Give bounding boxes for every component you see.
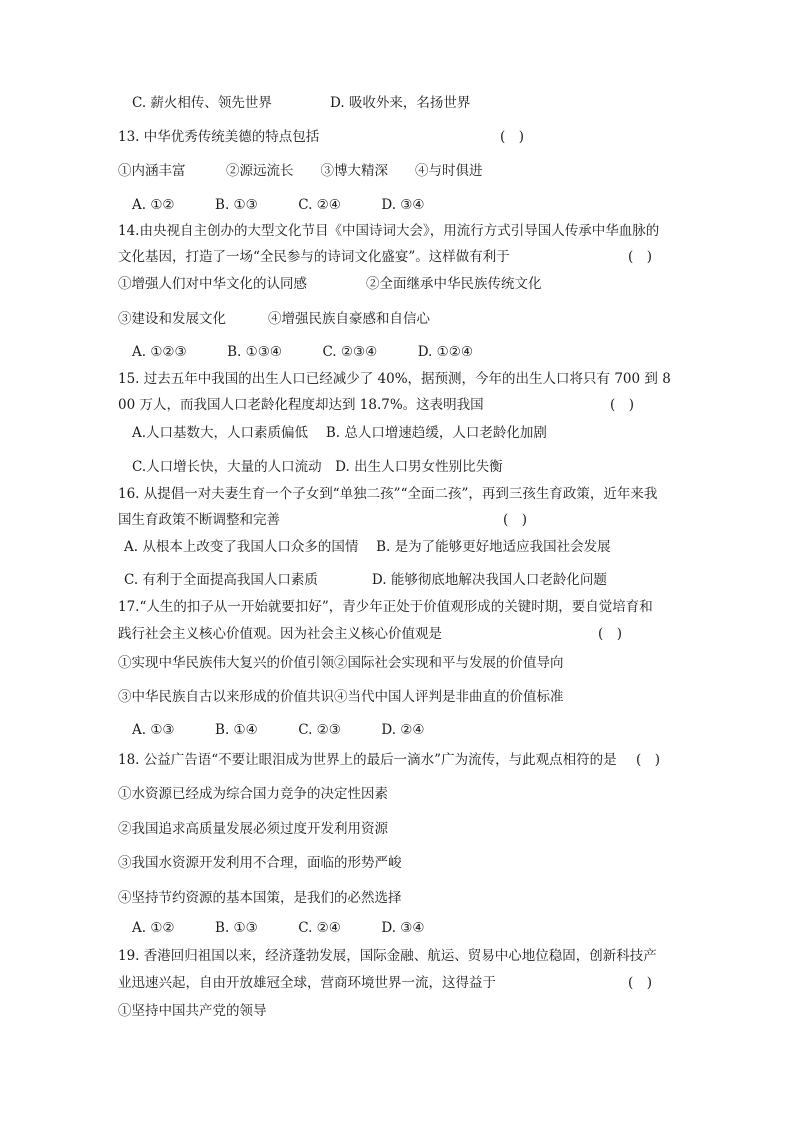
q18-statement-2: ②我国追求高质量发展必须过度开发利用资源: [118, 821, 388, 837]
q18-statement-4: ④坚持节约资源的基本国策，是我们的必然选择: [118, 890, 402, 906]
q19-stem-line2: 业迅速兴起，自由开放雄冠全球，营商环境世界一流，这得益于: [118, 975, 496, 991]
q18-statement-1: ①水资源已经成为综合国力竞争的决定性因素: [118, 786, 388, 802]
q16-stem-line1: 16. 从提倡一对夫妻生育一个子女到“单独二孩”“全面二孩”，再到三孩生育政策，近年来我: [118, 486, 658, 502]
q14-statement-2: ②全面继承中华民族传统文化: [366, 276, 542, 292]
q14-stem-line2: 文化基因，打造了一场“全民参与的诗词文化盛宴”。这样做有利于: [118, 249, 510, 265]
q15-stem-line1: 15. 过去五年中我国的出生人口已经减少了 40%，据预测，今年的出生人口将只有 700 到 8: [118, 371, 671, 387]
q17-statements-34: ③中华民族自古以来形成的价值共识④当代中国人评判是非曲直的价值标准: [118, 689, 564, 705]
q19-stem-line1: 19. 香港回归祖国以来，经济蓬勃发展，国际金融、航运、贸易中心地位稳固，创新科技产: [118, 948, 657, 964]
q13-statements: ①内涵丰富 ②源远流长 ③博大精深 ④与时俱进: [118, 163, 483, 179]
q16-answer-paren: ( ): [503, 512, 528, 528]
q12-option-c: C. 薪火相传、领先世界: [132, 95, 272, 111]
q14-statement-4: ④增强民族自豪感和自信心: [268, 311, 430, 327]
q17-stem-line2: 践行社会主义核心价值观。因为社会主义核心价值观是: [118, 626, 442, 642]
q15-options-cd: C.人口增长快，大量的人口流动 D. 出生人口男女性别比失衡: [132, 459, 503, 475]
q14-choices: A. ①②③ B. ①③④ C. ②③④ D. ①②④: [132, 344, 473, 360]
q19-answer-paren: ( ): [628, 975, 653, 991]
q18-statement-3: ③我国水资源开发利用不合理，面临的形势严峻: [118, 855, 402, 871]
q18-answer-paren: ( ): [636, 752, 661, 768]
q14-statement-1: ①增强人们对中华文化的认同感: [118, 276, 307, 292]
q15-options-ab: A.人口基数大，人口素质偏低 B. 总人口增速趋缓，人口老龄化加剧: [132, 425, 547, 441]
q16-options-ab: A. 从根本上改变了我国人口众多的国情 B. 是为了能够更好地适应我国社会发展: [124, 539, 611, 555]
q17-answer-paren: ( ): [598, 626, 623, 642]
q14-statement-3: ③建设和发展文化: [118, 311, 226, 327]
q13-answer-paren: ( ): [500, 129, 525, 145]
q19-statement-1: ①坚持中国共产党的领导: [118, 1003, 267, 1019]
q15-answer-paren: ( ): [610, 397, 635, 413]
q17-choices: A. ①③ B. ①④ C. ②③ D. ②④: [132, 722, 425, 738]
q17-statements-12: ①实现中华民族伟大复兴的价值引领②国际社会实现和平与发展的价值导向: [118, 655, 564, 671]
q13-stem: 13. 中华优秀传统美德的特点包括: [118, 129, 320, 145]
q14-answer-paren: ( ): [628, 249, 653, 265]
q18-stem: 18. 公益广告语“不要让眼泪成为世界上的最后一滴水”广为流传，与此观点相符的是: [118, 752, 617, 768]
q16-options-cd: C. 有利于全面提高我国人口素质 D. 能够彻底地解决我国人口老龄化问题: [124, 572, 607, 588]
q18-choices: A. ①② B. ①③ C. ②④ D. ③④: [132, 920, 425, 936]
q12-option-d: D. 吸收外来，名扬世界: [330, 95, 471, 111]
q13-choices: A. ①② B. ①③ C. ②④ D. ③④: [132, 197, 425, 213]
q16-stem-line2: 国生育政策不断调整和完善: [118, 512, 280, 528]
q17-stem-line1: 17.“人生的扣子从一开始就要扣好”，青少年正处于价值观形成的关键时期，要自觉培育和: [118, 599, 653, 615]
q14-stem-line1: 14.由央视自主创办的大型文化节目《中国诗词大会》，用流行方式引导国人传承中华血脉的: [118, 223, 660, 239]
q15-stem-line2: 00 万人，而我国人口老龄化程度却达到 18.7%。这表明我国: [118, 397, 484, 413]
